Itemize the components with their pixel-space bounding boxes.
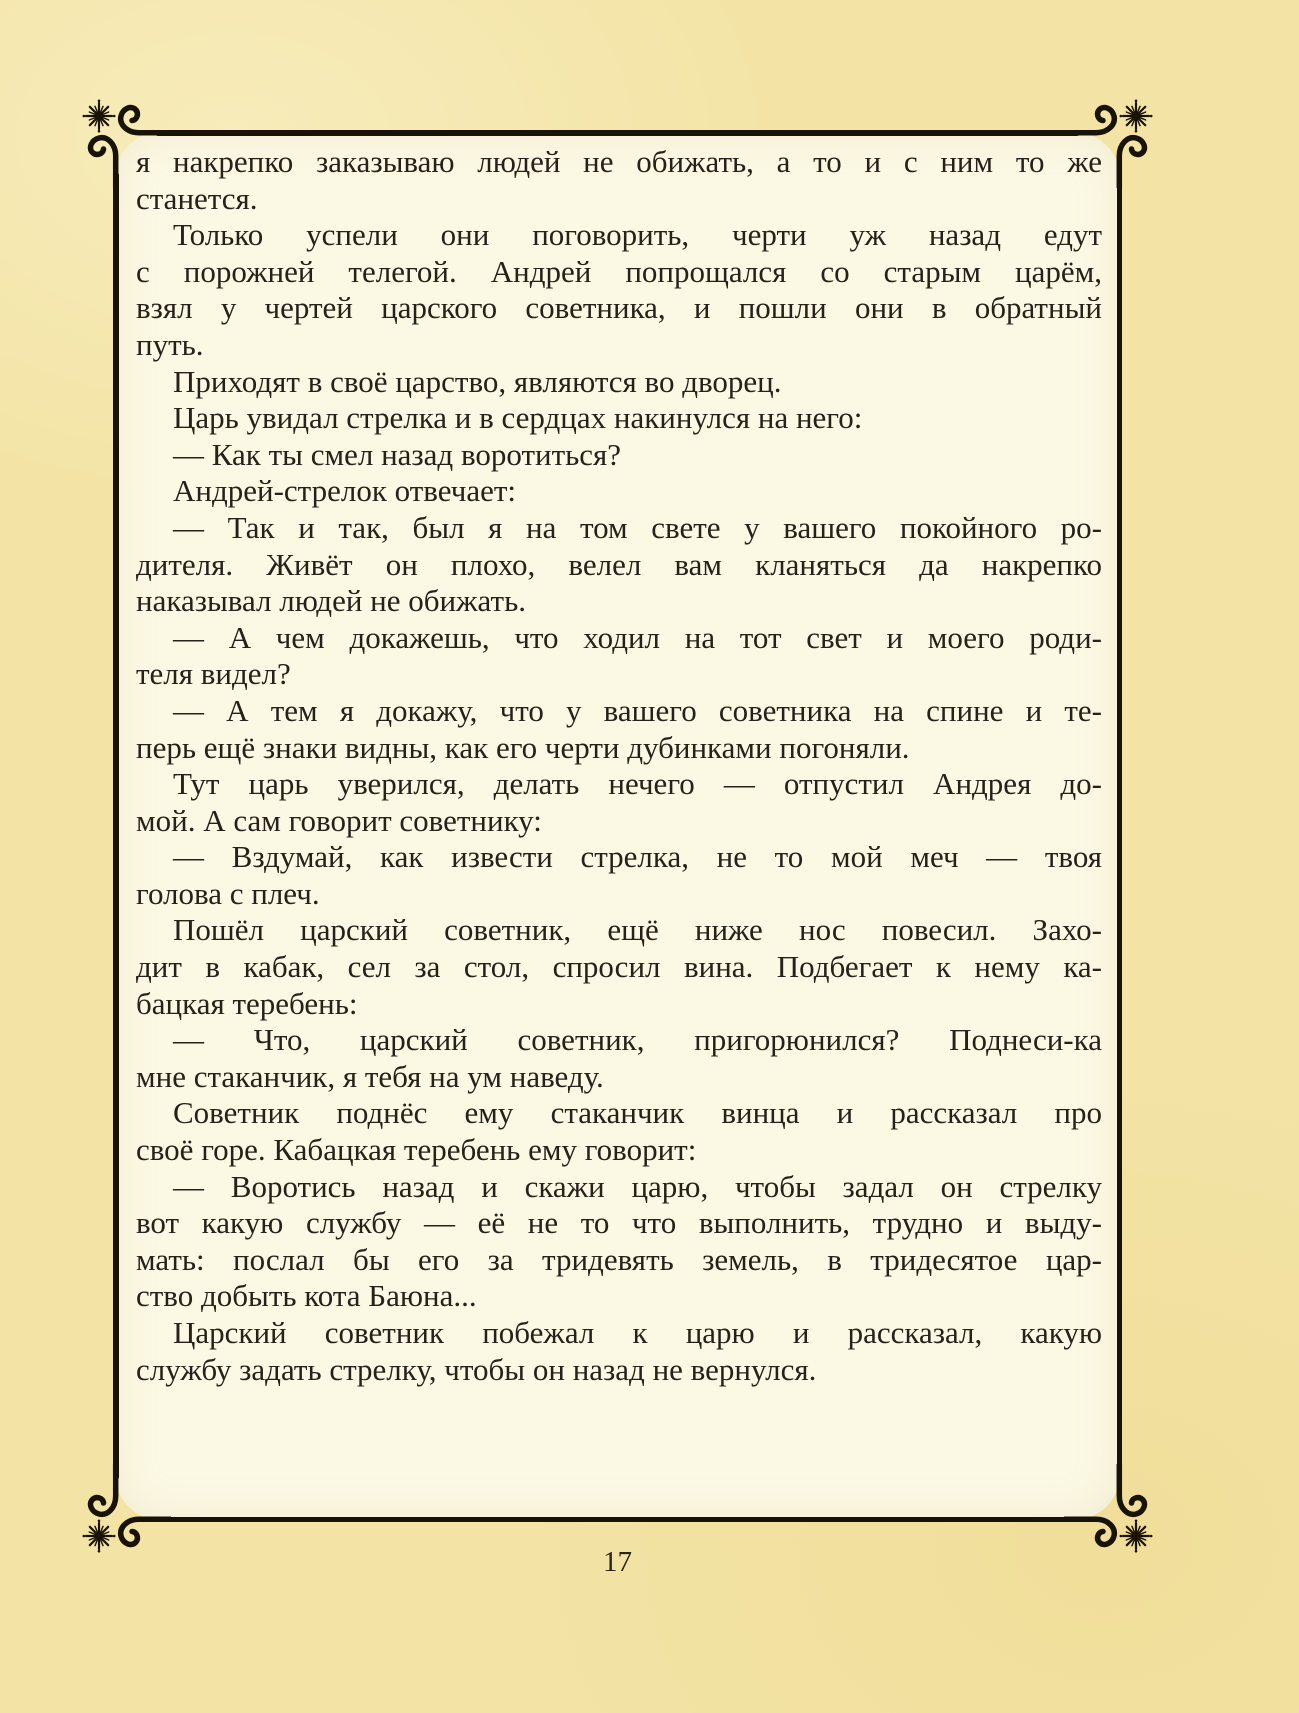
text-line: мать: послал бы его за тридевять земель, в тридесятое цар-: [136, 1241, 1102, 1277]
paragraph: [136, 1169, 1102, 1315]
text-line: Советник поднёс ему стаканчик винца и рассказал про: [173, 1095, 1102, 1131]
text-line: голова с плеч.: [136, 875, 320, 911]
text-line: мой. А сам говорит советнику:: [136, 802, 542, 838]
text-line: станется.: [136, 180, 258, 216]
paragraph: [136, 144, 1102, 217]
paragraph: [136, 766, 1102, 839]
page-text: [136, 144, 1102, 1388]
text-line: Только успели они поговорить, черти уж назад едут: [173, 217, 1102, 253]
paragraph: [136, 400, 1102, 437]
text-line: взял у чертей царского советника, и пошли они в обратный: [136, 290, 1102, 326]
frame-edge-top: [155, 130, 1080, 136]
text-line: — Как ты смел назад воротиться?: [173, 436, 622, 472]
paragraph: [136, 1315, 1102, 1388]
text-line: мне стаканчик, я тебя на ум наведу.: [136, 1058, 604, 1094]
text-line: дителя. Живёт он плохо, велел вам кланяться да накрепко: [136, 546, 1102, 582]
paragraph: [136, 620, 1102, 693]
text-line: Царский советник побежал к царю и рассказал, какую: [173, 1315, 1102, 1350]
text-line: Царь увидал стрелка и в сердцах накинулся на него:: [173, 400, 863, 436]
text-line: вот какую службу — её не то что выполнить, трудно и выду-: [136, 1205, 1102, 1241]
text-line: Пошёл царский советник, ещё ниже нос повесил. Захо-: [173, 912, 1102, 948]
frame-edge-bottom: [155, 1517, 1080, 1523]
text-line: с порожней телегой. Андрей попрощался со старым царём,: [136, 253, 1102, 289]
text-line: дит в кабак, сел за стол, спросил вина. Подбегает к нему ка-: [136, 949, 1102, 985]
text-line: теля видел?: [136, 656, 291, 692]
paragraph: [136, 364, 1102, 401]
frame-edge-right: [1117, 172, 1123, 1480]
text-line: бацкая теребень:: [136, 985, 358, 1021]
paragraph: [136, 912, 1102, 1022]
text-line: Приходят в своё царство, являются во дворец.: [173, 363, 782, 399]
paragraph: [136, 1095, 1102, 1168]
text-line: наказывал людей не обижать.: [136, 583, 526, 619]
paragraph: [136, 510, 1102, 620]
decorative-frame: [113, 130, 1122, 1522]
paragraph: [136, 437, 1102, 474]
text-line: службу задать стрелку, чтобы он назад не вернулся.: [136, 1351, 817, 1387]
text-line: своё горе. Кабацкая теребень ему говорит:: [136, 1132, 697, 1168]
text-line: путь.: [136, 326, 204, 362]
text-line: — Так и так, был я на том свете у вашего покойного ро-: [173, 509, 1102, 545]
text-line: Андрей-стрелок отвечает:: [173, 473, 516, 509]
text-line: я накрепко заказываю людей не обижать, а то и с ним то же: [136, 144, 1102, 179]
paragraph: [136, 217, 1102, 363]
page-number: 17: [603, 1546, 632, 1578]
text-line: — А тем я докажу, что у вашего советника на спине и те-: [173, 692, 1102, 728]
text-line: перь ещё знаки видны, как его черти дубинками погоняли.: [136, 729, 910, 765]
text-line: ство добыть кота Баюна...: [136, 1278, 477, 1314]
paragraph: [136, 839, 1102, 912]
paragraph: [136, 473, 1102, 510]
paragraph: [136, 1022, 1102, 1095]
text-line: — А чем докажешь, что ходил на тот свет и моего роди-: [173, 619, 1102, 655]
paragraph: [136, 693, 1102, 766]
text-line: — Воротись назад и скажи царю, чтобы задал он стрелку: [173, 1168, 1102, 1204]
text-line: — Что, царский советник, пригорюнился? Поднеси-ка: [173, 1022, 1102, 1058]
text-line: — Вздумай, как извести стрелка, не то мой меч — твоя: [173, 839, 1102, 875]
frame-edge-left: [113, 172, 119, 1480]
text-line: Тут царь уверился, делать нечего — отпустил Андрея до-: [173, 766, 1102, 802]
